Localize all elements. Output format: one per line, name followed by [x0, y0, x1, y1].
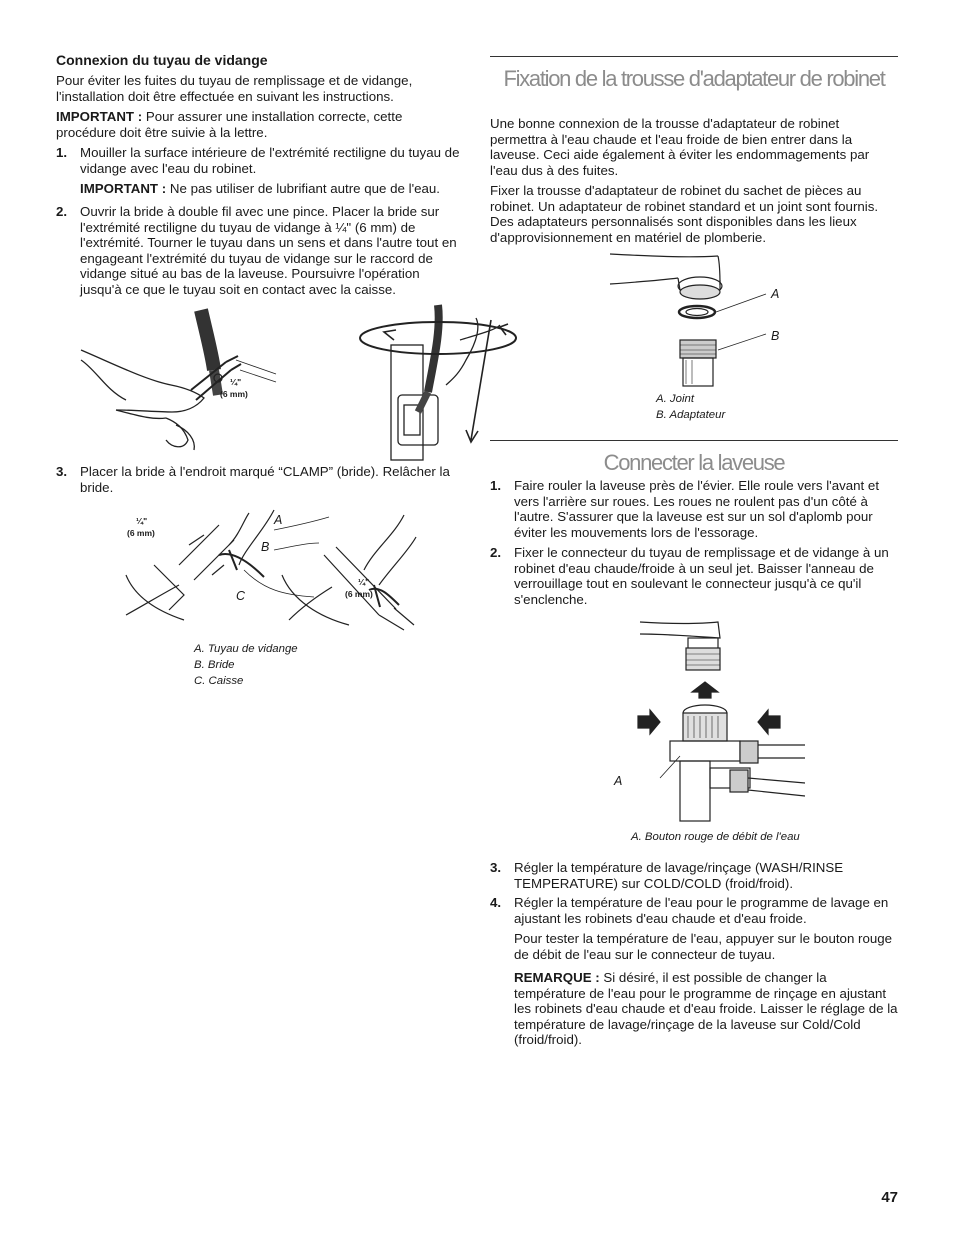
- step-text: Mouiller la surface intérieure de l'extrémité rectiligne du tuyau de vidange avec l'eau du robinet.: [80, 145, 460, 176]
- fig2-label-a: A: [274, 513, 283, 527]
- fig2-right-measure-mm: (6 mm): [345, 589, 373, 599]
- step-number: 2.: [490, 545, 502, 560]
- hose-connector-illustration: [630, 618, 810, 828]
- step-3: [490, 860, 898, 891]
- remarque-text: Si désiré, il est possible de changer la température de l'eau pour le programme de rinçage en ajustant les robinets d'eau chaude et d'eau froide. Laisser le réglage de la température de lavage/rinçage de la laveuse sur Cold/Cold (froid/froid).: [514, 970, 898, 1048]
- step-text: Faire rouler la laveuse près de l'évier. Elle roule vers l'avant et vers l'arrière sur roues. Les roues ne roulent pas d'un côté à l'autre. S'assurer que la laveuse est sur un sol d'aplomb pour éviter les mouvements lors de l'essorage.: [514, 478, 880, 540]
- fig2-label-c: C: [236, 589, 246, 603]
- fig3-caption-a: A. Joint: [656, 393, 694, 405]
- fig2-caption-a: A. Tuyau de vidange: [194, 643, 298, 655]
- faucet-adapter-illustration: [608, 250, 808, 390]
- page-number: 47: [881, 1189, 898, 1206]
- fig1-measure-mm: (6 mm): [220, 389, 248, 399]
- step-4-test-paragraph: Pour tester la température de l'eau, appuyer sur le bouton rouge de débit de l'eau sur le connecteur de tuyau.: [514, 931, 893, 962]
- section-divider: [490, 56, 898, 57]
- step-number: 2.: [56, 204, 68, 219]
- step-text: Régler la température de lavage/rinçage (WASH/RINSE TEMPERATURE) sur COLD/COLD (froid/froid).: [514, 860, 844, 891]
- fig2-left-measure-fraction: ¼": [136, 516, 148, 526]
- step-1: [56, 145, 462, 176]
- intro-paragraph: Pour éviter les fuites du tuyau de remplissage et de vidange, l'installation doit être effectuée en suivant les instructions.: [56, 73, 413, 104]
- step-number: 3.: [490, 860, 502, 875]
- step-number: 1.: [490, 478, 502, 493]
- step-2: [56, 204, 462, 298]
- clamp-pliers-illustration: [76, 300, 466, 470]
- step-text: Placer la bride à l'endroit marqué “CLAMP” (bride). Relâcher la bride.: [80, 464, 450, 495]
- clamp-placement-illustration: [124, 505, 444, 640]
- fig4-caption: A. Bouton rouge de débit de l'eau: [631, 831, 800, 843]
- fig2-caption-b: B. Bride: [194, 659, 235, 671]
- step-number: 3.: [56, 464, 68, 479]
- step-text: Fixer le connecteur du tuyau de remplissage et de vidange à un robinet d'eau chaude/froide à un seul jet. Baisser l'anneau de verrouillage tout en soulevant le connecteur jusqu'à ce qu'il s'enclenche.: [514, 545, 889, 607]
- step-4: [490, 895, 898, 926]
- important-text: Ne pas utiliser de lubrifiant autre que de l'eau.: [169, 181, 440, 196]
- remarque-paragraph: [490, 970, 898, 1048]
- step-text: Ouvrir la bride à double fil avec une pince. Placer la bride sur l'extrémité rectiligne du tuyau de vidange à ¼" (6 mm) de l'extrémité. Tourner le tuyau dans un sens et dans l'autre tout en engageant l'extrémité du tuyau de vidange sur le raccord de vidange situé au bas de la laveuse. Poursuivre l'opération jusqu'à ce que le tuyau soit en contact avec la caisse.: [80, 204, 457, 297]
- connect-washer-title: Connecter la laveuse: [603, 450, 785, 475]
- important-text: Pour assurer une installation correcte, cette procédure doit être suivie à la lettre.: [56, 109, 403, 140]
- faucet-adapter-title: Fixation de la trousse d'adaptateur de robinet: [503, 66, 885, 91]
- step-1: [490, 478, 898, 540]
- fig2-label-b: B: [261, 540, 270, 554]
- fig2-right-measure-fraction: ¼": [358, 577, 370, 587]
- adapter-paragraph-1: Une bonne connexion de la trousse d'adaptateur de robinet permettra à l'eau chaude et l'eau froide de bien entrer dans la laveuse. Ceci aide également à éviter les endommagements par l'eau dus à des fuites.: [490, 116, 870, 178]
- remarque-label: REMARQUE :: [514, 970, 600, 985]
- drain-hose-heading: Connexion du tuyau de vidange: [56, 52, 268, 68]
- fig4-label-a: A: [614, 774, 623, 788]
- step-text: Régler la température de l'eau pour le programme de lavage en ajustant les robinets d'eau chaude et d'eau froide.: [514, 895, 889, 926]
- fig3-label-a: A: [771, 287, 780, 301]
- fig2-caption-c: C. Caisse: [194, 675, 244, 687]
- step-2: [490, 545, 898, 607]
- fig2-left-measure-mm: (6 mm): [127, 528, 155, 538]
- important-label: IMPORTANT :: [80, 181, 167, 196]
- step-1-important: [56, 181, 462, 197]
- step-3: [56, 464, 462, 495]
- fig1-measure-fraction: ¼": [230, 377, 242, 387]
- adapter-paragraph-2: Fixer la trousse d'adaptateur de robinet du sachet de pièces au robinet. Un adaptateur de robinet standard et un joint sont fournis. Des adaptateurs personnalisés sont disponibles dans les lieux d'approvisionnement en matériel de plomberie.: [490, 183, 879, 245]
- fig3-caption-b: B. Adaptateur: [656, 409, 726, 421]
- step-number: 1.: [56, 145, 68, 160]
- important-paragraph: [56, 109, 462, 140]
- important-label: IMPORTANT :: [56, 109, 143, 124]
- fig3-label-b: B: [771, 329, 780, 343]
- step-number: 4.: [490, 895, 502, 910]
- section-divider: [490, 440, 898, 441]
